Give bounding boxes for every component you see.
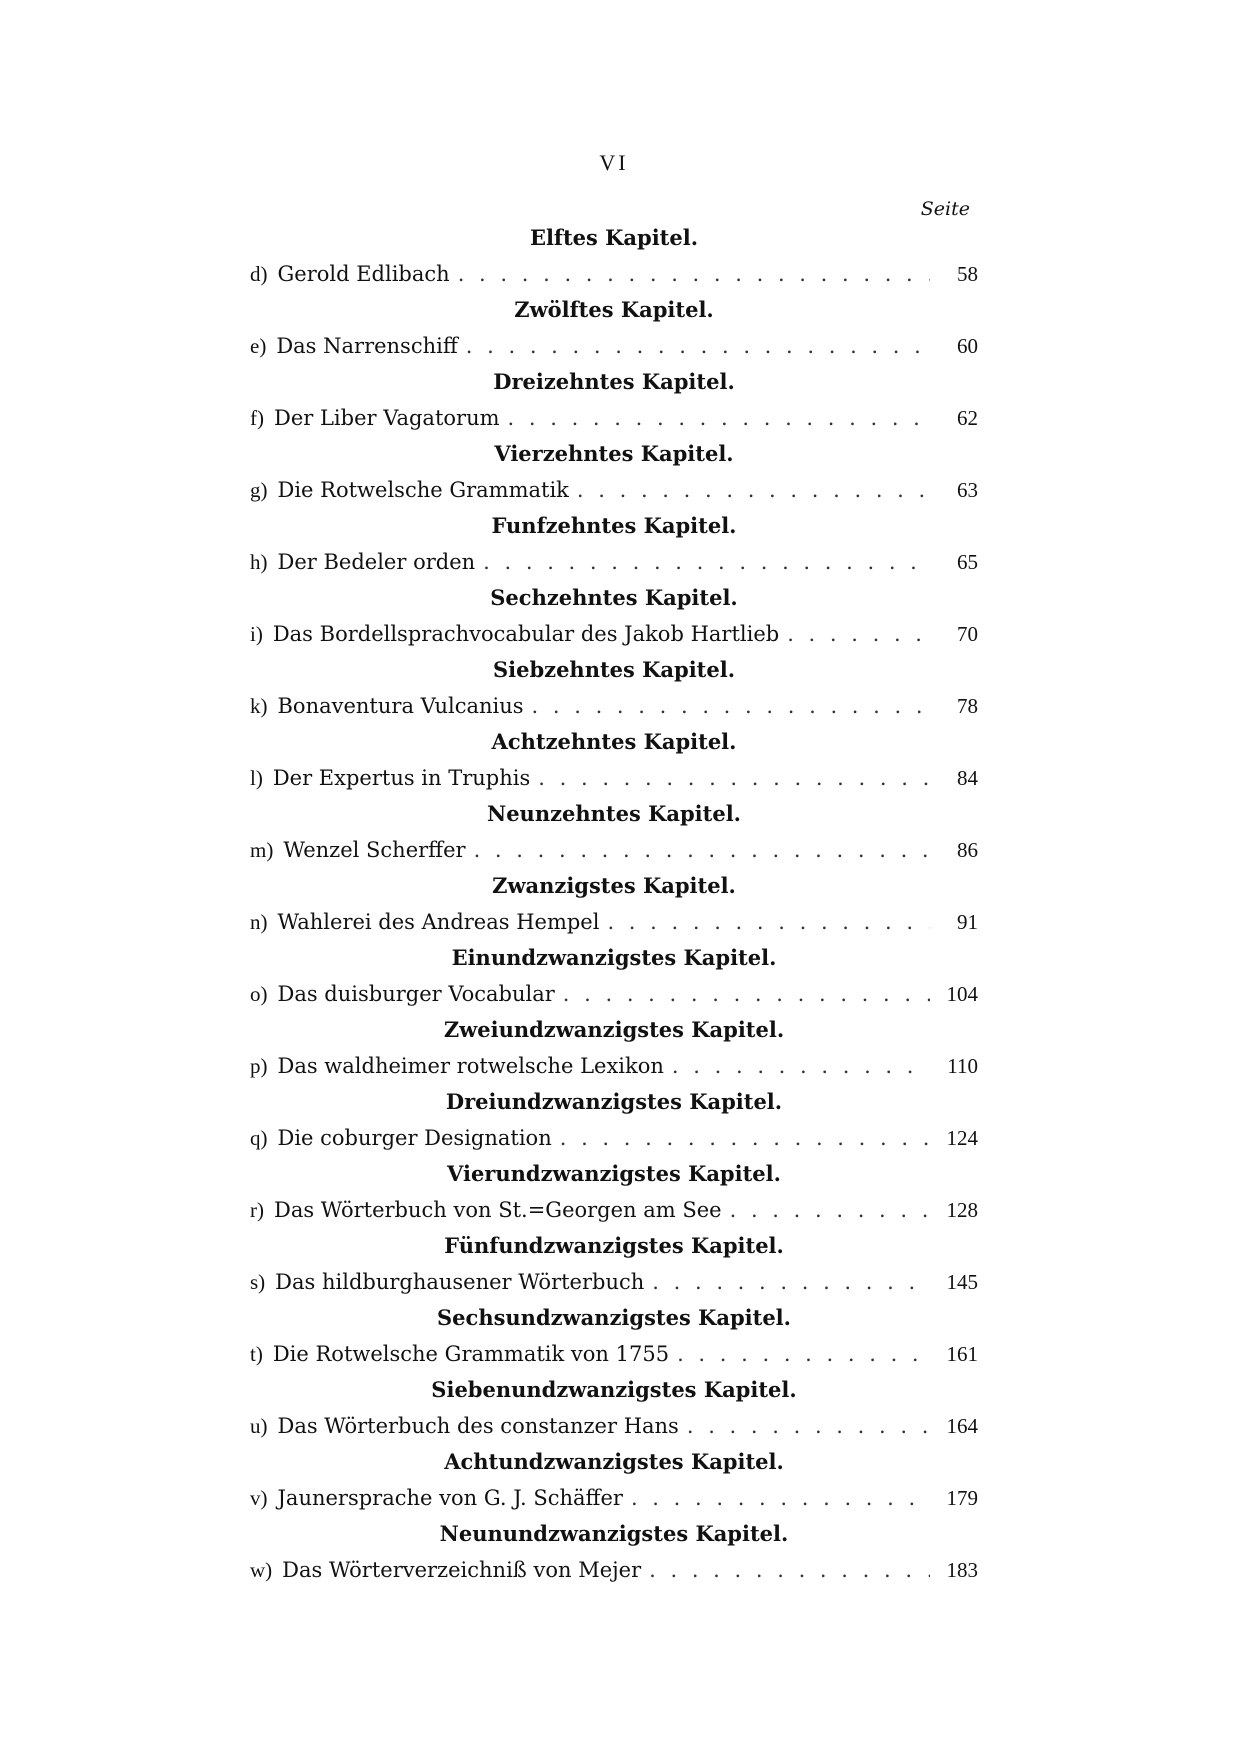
toc-entry (250, 256, 978, 292)
toc-entry (250, 1480, 978, 1516)
entry-title: Das Wörterbuch des constanzer Hans (277, 1414, 679, 1438)
entry-title: Bonaventura Vulcanius (277, 694, 524, 718)
page-number: VI (599, 150, 629, 175)
chapter-heading: Achtundzwanzigstes Kapitel. (444, 1449, 784, 1474)
entry-page-number: 110 (947, 1054, 978, 1078)
entry-letter: f) (250, 406, 264, 430)
toc-entry (250, 472, 978, 508)
dot-leader (787, 616, 930, 652)
toc-entry (250, 1264, 978, 1300)
toc-chapter (250, 220, 978, 292)
entry-page-number: 128 (946, 1198, 978, 1222)
entry-page-number: 161 (946, 1342, 978, 1366)
dot-leader (672, 1048, 930, 1084)
dot-leader (532, 688, 930, 724)
toc-chapter (250, 1228, 978, 1300)
toc-entry (250, 904, 978, 940)
chapter-heading: Sechsundzwanzigstes Kapitel. (437, 1305, 791, 1330)
dot-leader (474, 832, 930, 868)
chapter-heading: Siebzehntes Kapitel. (492, 657, 736, 682)
toc-entry (250, 1336, 978, 1372)
toc-chapter (250, 1084, 978, 1156)
dot-leader (577, 472, 930, 508)
toc-chapter (250, 1156, 978, 1228)
chapter-heading: Vierzehntes Kapitel. (494, 441, 734, 466)
toc-entry (250, 544, 978, 580)
entry-page-number: 164 (946, 1414, 978, 1438)
toc-chapter (250, 508, 978, 580)
entry-title: Das duisburger Vocabular (277, 982, 555, 1006)
dot-leader (687, 1408, 930, 1444)
dot-leader (538, 760, 930, 796)
entry-page-number: 145 (946, 1270, 978, 1294)
chapter-heading: Dreiundzwanzigstes Kapitel. (445, 1089, 783, 1114)
toc-entry (250, 976, 978, 1012)
chapter-heading: Elftes Kapitel. (529, 225, 699, 250)
entry-page-number: 63 (957, 478, 978, 502)
entry-title: Die Rotwelsche Grammatik von 1755 (272, 1342, 670, 1366)
entry-title: Die Rotwelsche Grammatik (277, 478, 569, 502)
entry-title: Der Expertus in Truphis (272, 766, 531, 790)
entry-letter: w) (250, 1558, 273, 1582)
entry-page-number: 179 (946, 1486, 978, 1510)
chapter-heading: Siebenundzwanzigstes Kapitel. (431, 1377, 797, 1402)
entry-letter: l) (250, 766, 263, 790)
entry-title: Das waldheimer rotwelsche Lexikon (277, 1054, 664, 1078)
dot-leader (730, 1192, 930, 1228)
page-column-label: Seite (920, 198, 970, 220)
dot-leader (458, 256, 930, 292)
toc-page (250, 150, 978, 1588)
entry-letter: n) (250, 910, 268, 934)
toc-entry (250, 1120, 978, 1156)
entry-letter: m) (250, 838, 274, 862)
toc-entry (250, 400, 978, 436)
table-of-contents (250, 220, 978, 1588)
dot-leader (466, 328, 930, 364)
toc-chapter (250, 652, 978, 724)
toc-entry (250, 1408, 978, 1444)
entry-page-number: 78 (957, 694, 978, 718)
toc-chapter (250, 1012, 978, 1084)
entry-letter: g) (250, 478, 268, 502)
toc-chapter (250, 1372, 978, 1444)
toc-entry (250, 1048, 978, 1084)
entry-page-number: 124 (946, 1126, 978, 1150)
entry-letter: h) (250, 550, 268, 574)
dot-leader (649, 1552, 930, 1588)
chapter-heading: Vierundzwanzigstes Kapitel. (447, 1161, 781, 1186)
toc-chapter (250, 1516, 978, 1588)
chapter-heading: Neunzehntes Kapitel. (487, 801, 741, 826)
chapter-heading: Neunundzwanzigstes Kapitel. (439, 1521, 789, 1546)
entry-page-number: 183 (946, 1558, 978, 1582)
toc-chapter (250, 364, 978, 436)
chapter-heading: Dreizehntes Kapitel. (493, 369, 735, 394)
chapter-heading: Zwanzigstes Kapitel. (492, 873, 736, 898)
entry-letter: u) (250, 1414, 268, 1438)
chapter-heading: Zwölftes Kapitel. (514, 297, 714, 322)
dot-leader (607, 904, 930, 940)
entry-page-number: 84 (957, 766, 978, 790)
toc-chapter (250, 796, 978, 868)
entry-letter: s) (250, 1270, 266, 1294)
toc-entry (250, 1552, 978, 1588)
entry-page-number: 91 (957, 910, 978, 934)
toc-chapter (250, 1444, 978, 1516)
entry-title: Gerold Edlibach (277, 262, 450, 286)
entry-title: Wenzel Scherffer (283, 838, 466, 862)
dot-leader (483, 544, 930, 580)
dot-leader (677, 1336, 930, 1372)
chapter-heading: Sechzehntes Kapitel. (490, 585, 738, 610)
chapter-heading: Einundzwanzigstes Kapitel. (451, 945, 777, 970)
entry-title: Das hildburghausener Wörterbuch (275, 1270, 645, 1294)
entry-letter: o) (250, 982, 268, 1006)
entry-page-number: 86 (957, 838, 978, 862)
chapter-heading: Achtzehntes Kapitel. (491, 729, 737, 754)
entry-page-number: 62 (957, 406, 978, 430)
entry-letter: e) (250, 334, 267, 358)
chapter-heading: Zweiundzwanzigstes Kapitel. (443, 1017, 785, 1042)
entry-letter: t) (250, 1342, 263, 1366)
toc-chapter (250, 724, 978, 796)
toc-entry (250, 328, 978, 364)
toc-entry (250, 1192, 978, 1228)
entry-letter: v) (250, 1486, 268, 1510)
dot-leader (560, 1120, 930, 1156)
entry-title: Das Bordellsprachvocabular des Jakob Hartlieb (272, 622, 780, 646)
entry-title: Das Wörterverzeichniß von Mejer (282, 1558, 642, 1582)
toc-chapter (250, 436, 978, 508)
entry-page-number: 104 (946, 982, 978, 1006)
entry-page-number: 60 (957, 334, 978, 358)
entry-page-number: 70 (957, 622, 978, 646)
entry-letter: d) (250, 262, 268, 286)
entry-page-number: 58 (957, 262, 978, 286)
entry-title: Jaunersprache von G. J. Schäffer (277, 1486, 623, 1510)
entry-letter: r) (250, 1198, 264, 1222)
entry-letter: p) (250, 1054, 268, 1078)
toc-chapter (250, 940, 978, 1012)
dot-leader (652, 1264, 930, 1300)
toc-chapter (250, 1300, 978, 1372)
entry-title: Der Liber Vagatorum (274, 406, 500, 430)
entry-page-number: 65 (957, 550, 978, 574)
entry-letter: q) (250, 1126, 268, 1150)
chapter-heading: Funfzehntes Kapitel. (491, 513, 737, 538)
toc-entry (250, 832, 978, 868)
toc-entry (250, 760, 978, 796)
entry-letter: i) (250, 622, 263, 646)
entry-title: Der Bedeler orden (277, 550, 476, 574)
chapter-heading: Fünfundzwanzigstes Kapitel. (444, 1233, 784, 1258)
entry-title: Das Narrenschiff (276, 334, 458, 358)
entry-title: Das Wörterbuch von St.=Georgen am See (274, 1198, 722, 1222)
dot-leader (508, 400, 930, 436)
dot-leader (631, 1480, 930, 1516)
toc-chapter (250, 580, 978, 652)
entry-title: Die coburger Designation (277, 1126, 552, 1150)
toc-entry (250, 688, 978, 724)
toc-chapter (250, 868, 978, 940)
entry-title: Wahlerei des Andreas Hempel (277, 910, 600, 934)
toc-chapter (250, 292, 978, 364)
dot-leader (563, 976, 930, 1012)
toc-entry (250, 616, 978, 652)
entry-letter: k) (250, 694, 268, 718)
